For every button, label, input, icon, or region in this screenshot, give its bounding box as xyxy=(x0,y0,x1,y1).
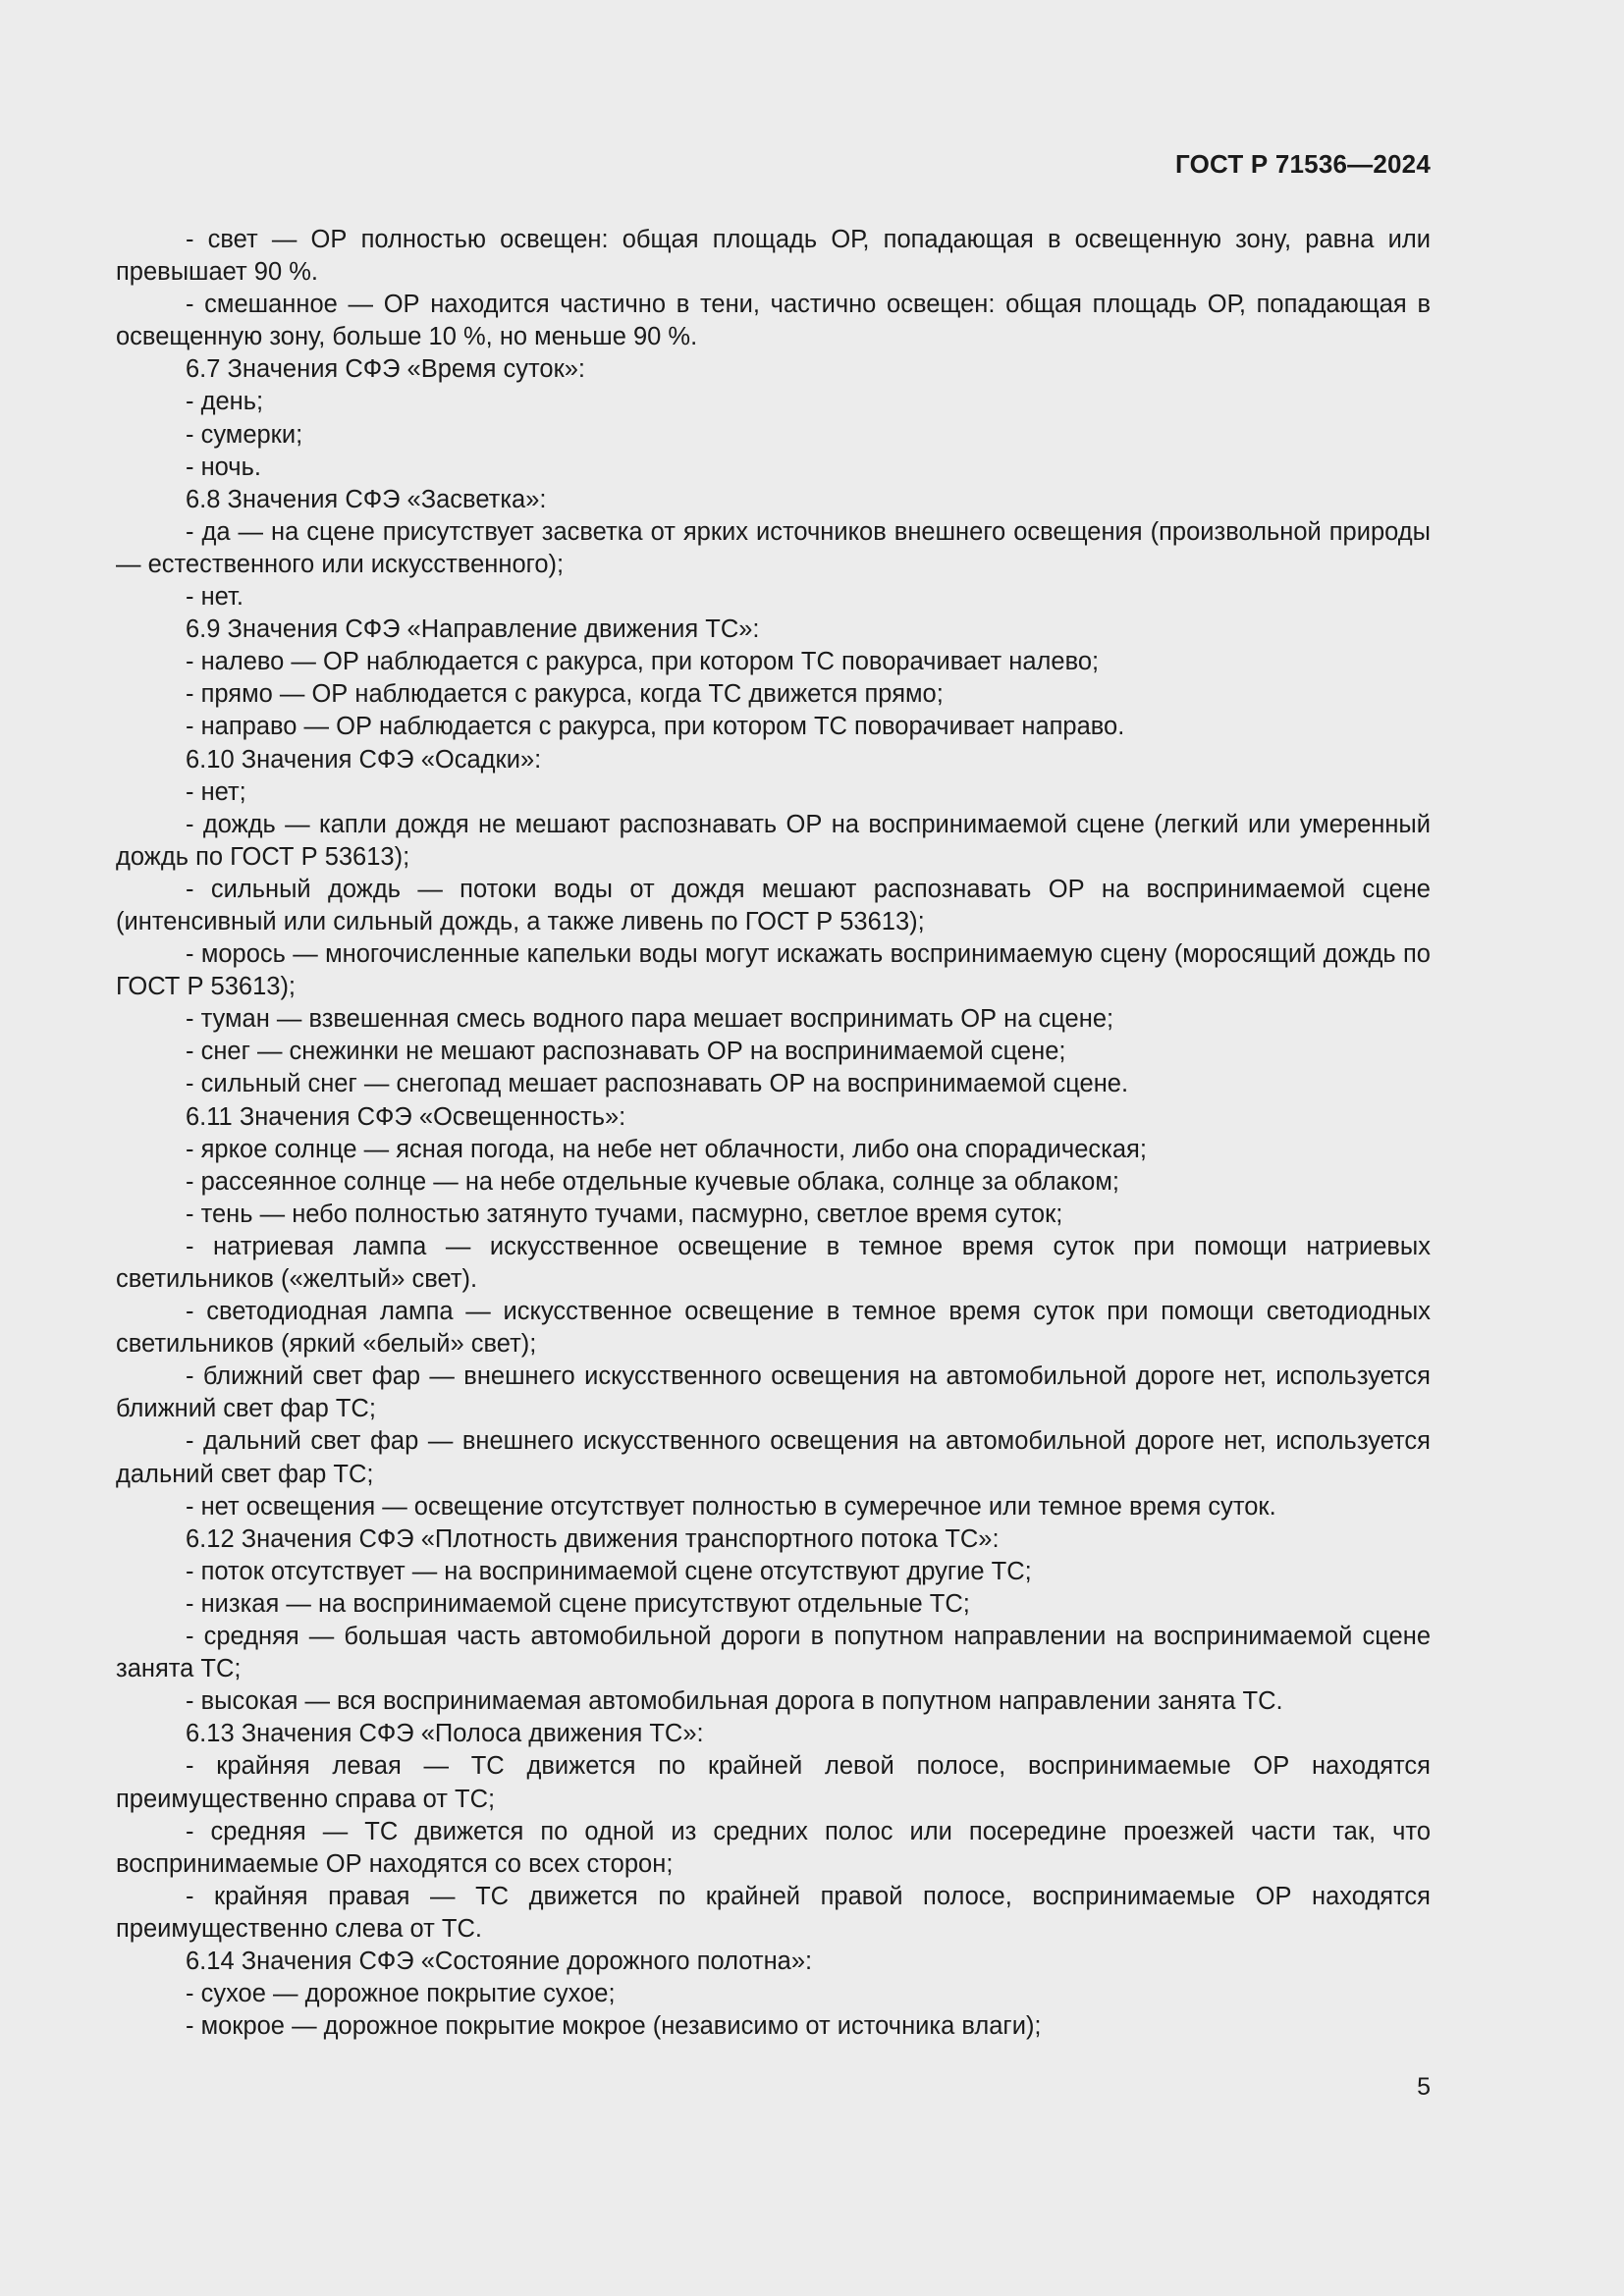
list-item: - да — на сцене присутствует засветка от ярких источников внешнего освещения (произвольной природы — естественного или искусственного); xyxy=(116,517,1431,578)
section-heading: 6.9 Значения СФЭ «Направление движения ТС»: xyxy=(186,615,760,644)
list-item: - яркое солнце — ясная погода, на небе нет облачности, либо она спорадическая; xyxy=(186,1135,1147,1163)
list-item: - сильный дождь — потоки воды от дождя мешают распознавать ОР на воспринимаемой сцене (интенсивный или сильный дождь, а также ливень по ГОСТ Р 53613); xyxy=(116,875,1431,935)
list-item: - снег — снежинки не мешают распознавать ОР на воспринимаемой сцене; xyxy=(186,1038,1066,1066)
list-item: - сухое — дорожное покрытие сухое; xyxy=(186,1980,616,2008)
list-item: - низкая — на воспринимаемой сцене присутствуют отдельные ТС; xyxy=(186,1589,970,1618)
list-item: - день; xyxy=(186,388,264,416)
list-item: - нет. xyxy=(186,583,244,612)
page-number: 5 xyxy=(1417,2073,1431,2101)
list-item: - средняя — большая часть автомобильной дороги в попутном направлении на воспринимаемой сцене занята ТС; xyxy=(116,1623,1431,1683)
section-heading: 6.8 Значения СФЭ «Засветка»: xyxy=(186,485,547,513)
list-item: - крайняя левая — ТС движется по крайней левой полосе, воспринимаемые ОР находятся преимущественно справа от ТС; xyxy=(116,1752,1431,1813)
section-heading: 6.11 Значения СФЭ «Освещенность»: xyxy=(186,1102,626,1131)
section-heading: 6.14 Значения СФЭ «Состояние дорожного полотна»: xyxy=(186,1947,813,1975)
document-code-header: ГОСТ Р 71536—2024 xyxy=(1175,149,1431,179)
list-item: - нет освещения — освещение отсутствует полностью в сумеречное или темное время суток. xyxy=(186,1492,1276,1521)
list-item: - ближний свет фар — внешнего искусственного освещения на автомобильной дороге нет, используется ближний свет фар ТС; xyxy=(116,1362,1431,1423)
list-item: - светодиодная лампа — искусственное освещение в темное время суток при помощи светодиодных светильников (яркий «белый» свет); xyxy=(116,1298,1431,1359)
list-item: - прямо — ОР наблюдается с ракурса, когда ТС движется прямо; xyxy=(186,680,944,709)
document-body xyxy=(116,224,1431,2043)
list-item: - налево — ОР наблюдается с ракурса, при котором ТС поворачивает налево; xyxy=(186,648,1100,676)
list-item: - морось — многочисленные капельки воды могут искажать воспринимаемую сцену (моросящий дождь по ГОСТ Р 53613); xyxy=(116,940,1431,1001)
list-item: - нет; xyxy=(186,777,246,806)
list-item: - поток отсутствует — на воспринимаемой сцене отсутствуют другие ТС; xyxy=(186,1557,1032,1585)
list-item: - тень — небо полностью затянуто тучами, пасмурно, светлое время суток; xyxy=(186,1200,1063,1228)
list-item: - дальний свет фар — внешнего искусственного освещения на автомобильной дороге нет, используется дальний свет фар ТС; xyxy=(116,1427,1431,1488)
list-item: - туман — взвешенная смесь водного пара мешает воспринимать ОР на сцене; xyxy=(186,1005,1114,1034)
list-item: - ночь. xyxy=(186,453,261,481)
list-item: - рассеянное солнце — на небе отдельные кучевые облака, солнце за облаком; xyxy=(186,1167,1119,1196)
list-item: - высокая — вся воспринимаемая автомобильная дорога в попутном направлении занята ТС. xyxy=(186,1687,1283,1716)
section-heading: 6.12 Значения СФЭ «Плотность движения транспортного потока ТС»: xyxy=(186,1524,1000,1553)
list-item: - крайняя правая — ТС движется по крайней правой полосе, воспринимаемые ОР находятся преимущественно слева от ТС. xyxy=(116,1882,1431,1943)
list-item: - сумерки; xyxy=(186,420,303,449)
list-item: - направо — ОР наблюдается с ракурса, при котором ТС поворачивает направо. xyxy=(186,713,1125,741)
list-item: - дождь — капли дождя не мешают распознавать ОР на воспринимаемой сцене (легкий или умеренный дождь по ГОСТ Р 53613); xyxy=(116,810,1431,871)
list-item: - натриевая лампа — искусственное освещение в темное время суток при помощи натриевых светильников («желтый» свет). xyxy=(116,1232,1431,1293)
paragraph: - смешанное — ОР находится частично в тени, частично освещен: общая площадь ОР, попадающая в освещенную зону, больше 10 %, но меньше 90 %. xyxy=(116,291,1431,351)
paragraph: - свет — ОР полностью освещен: общая площадь ОР, попадающая в освещенную зону, равна или превышает 90 %. xyxy=(116,226,1431,287)
list-item: - средняя — ТС движется по одной из средних полос или посередине проезжей части так, что воспринимаемые ОР находятся со всех сторон; xyxy=(116,1817,1431,1878)
list-item: - сильный снег — снегопад мешает распознавать ОР на воспринимаемой сцене. xyxy=(186,1070,1129,1098)
list-item: - мокрое — дорожное покрытие мокрое (независимо от источника влаги); xyxy=(186,2012,1042,2041)
section-heading: 6.13 Значения СФЭ «Полоса движения ТС»: xyxy=(186,1720,704,1748)
section-heading: 6.10 Значения СФЭ «Осадки»: xyxy=(186,745,542,774)
section-heading: 6.7 Значения СФЭ «Время суток»: xyxy=(186,355,586,384)
